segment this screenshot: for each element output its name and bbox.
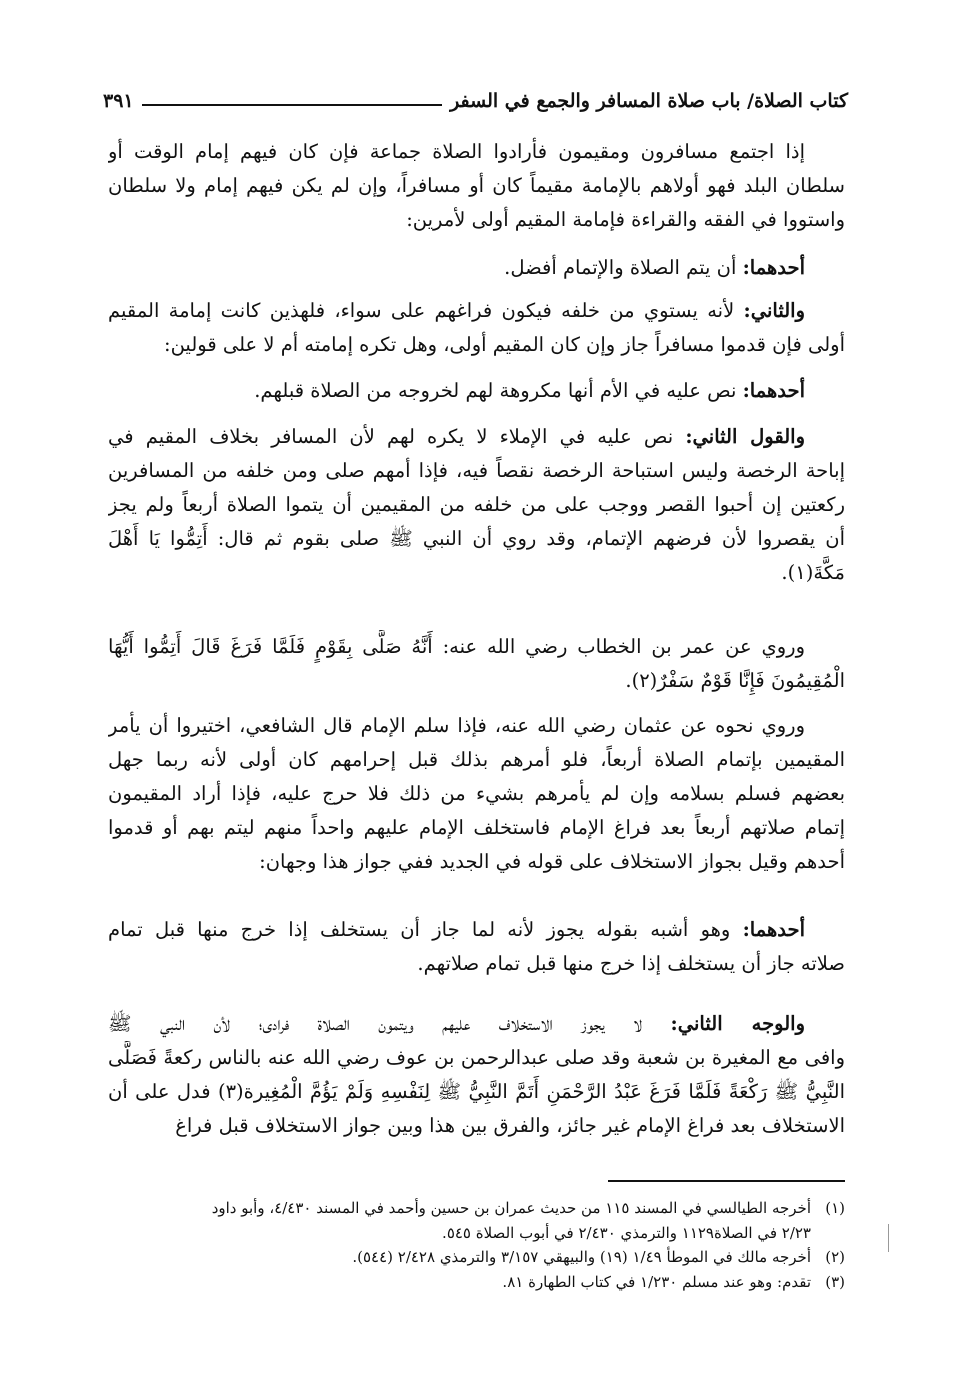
text-line [108, 488, 845, 522]
line-text: إباحة الرخصة وليس استباحة الرخصة نقصاً فيه، فإذا أمهم صلى ومن خلفه من المسافرين [108, 459, 845, 482]
line-text: نص عليه في الأم أنها مكروهة لهم لخروجه من الصلاة قبلهم. [254, 379, 743, 402]
margin-mark [888, 1224, 889, 1252]
running-header [103, 86, 848, 116]
paragraph [108, 420, 845, 590]
paragraph [108, 709, 845, 879]
paragraph [108, 1007, 845, 1143]
text-line [108, 454, 845, 488]
text-line [108, 743, 845, 777]
footnote-text: أخرجه الطيالسي في المسند ١١٥ من حديث عمران بن حسين وأحمد في المسند ٤/٤٣٠، وأبو داود [211, 1199, 811, 1217]
text-line [108, 845, 845, 879]
footnote-number: (١) [825, 1199, 845, 1217]
text-line [108, 1041, 845, 1075]
line-text: بعضهم فسلم بسلامه وإن لم يأمرهم بشيء من ذلك فلا حرج عليه، فإذا أراد المقيمون [108, 782, 845, 805]
footnote-text: تقدم: وهو عند مسلم ١/٢٣٠ في كتاب الطهارة ٨١. [502, 1272, 811, 1291]
paragraph [108, 294, 845, 362]
footnote-number: (٢) [825, 1248, 845, 1266]
text-line [108, 1109, 845, 1143]
footnote-line [108, 1196, 845, 1221]
lead-term: أحدهما: [742, 918, 805, 941]
text-line [108, 294, 845, 328]
line-text: أولى فإن قدموا مسافراً جاز وإن كان المقيم أولى، وهل تكره إمامته أم لا على قولين: [164, 333, 845, 356]
text-line [108, 203, 845, 237]
footnotes [108, 1196, 845, 1294]
footnote-text: ٢/٢٣ في الصلاة١١٢٩ والترمذي ٢/٤٣٠ في أبوب الصلاة ٥٤٥. [442, 1223, 811, 1242]
text-line [108, 709, 845, 743]
line-text: مَكَّةَ(١). [781, 561, 845, 584]
paragraph [108, 135, 845, 237]
text-line [108, 169, 845, 203]
line-text: إتمام صلاتهم أربعاً بعد فراغ الإمام فاستخلف الإمام عليهم واحداً منهم ليتم بهم أو قدموا [108, 816, 845, 839]
line-text: نص عليه في الإملاء لا يكره لهم لأن المسافر بخلاف المقيم في [108, 425, 686, 448]
text-line [108, 811, 845, 845]
text-line [108, 328, 845, 362]
line-text: إذا اجتمع مسافرون ومقيمون فأرادوا الصلاة جماعة فإن كان فيهم إمام الوقت أو [108, 140, 805, 163]
text-line [108, 947, 845, 981]
line-text: لا يجوز الاستخلاف عليهم ويتمون الصلاة فرادى؛ لأن النبي ﷺ [108, 1012, 671, 1035]
lead-term: أحدهما: [742, 256, 805, 279]
footnote-line [108, 1221, 845, 1246]
line-text: وروي عن عمر بن الخطاب رضي الله عنه: أَنَّهُ صَلَّى بِقَوْمٍ فَلَمَّا فَرَغَ قَالَ أَتِمُّوا أَيُّهَا [108, 635, 805, 658]
chapter-title: كتاب الصلاة/ باب صلاة المسافر والجمع في السفر [450, 90, 848, 112]
paragraph [108, 630, 845, 698]
footnote-number: (٣) [825, 1272, 845, 1291]
page-number: ٣٩١ [103, 90, 134, 112]
text-line [108, 913, 845, 947]
line-text: أن يقصروا لأن فرضهم الإتمام، وقد روي أن النبي ﷺ صلى بقوم ثم قال: أَتِمُّوا يَا أَهْلَ [108, 527, 845, 550]
footnote-line [108, 1245, 845, 1270]
text-line [108, 1075, 845, 1109]
line-text: وروي نحوه عن عثمان رضي الله عنه، فإذا سلم الإمام قال الشافعي، اختيروا أن يأمر [108, 714, 805, 737]
footnote-text: أخرجه مالك في الموطأ ١/٤٩ (١٩) والبيهقي ٣/١٥٧ والترمذي ٢/٤٢٨ (٥٤٤). [352, 1248, 811, 1266]
paragraph [108, 251, 845, 285]
line-text: واستووا في الفقه والقراءة فإمامة المقيم أولى لأمرين: [406, 208, 845, 231]
line-text: النَّبِيُّ ﷺ رَكْعَةً فَلَمَّا فَرَغَ عَبْدُ الرَّحْمَنِ أَتَمَّ النَّبِيُّ ﷺ لِنَفْسِهِ وَلَمْ يَؤُمَّ الْمُغِيرة(٣) فدل على أن [108, 1080, 845, 1103]
footnote-separator [608, 1180, 845, 1182]
line-text: صلاته جاز أن يستخلف إذا خرج منها قبل تمام صلاتهم. [417, 952, 845, 975]
paragraph [108, 374, 845, 408]
footnote-line [108, 1270, 845, 1295]
text-line [108, 251, 845, 285]
lead-term: والوجه الثاني: [670, 1012, 805, 1035]
text-line [108, 630, 845, 664]
line-text: سلطان البلد فهو أولاهم بالإمامة مقيماً كان أو مسافراً، وإن لم يكن فيهم إمام ولا سلطان [108, 174, 845, 197]
paragraph [108, 913, 845, 981]
line-text: أن يتم الصلاة والإتمام أفضل. [504, 256, 743, 279]
line-text: المقيمين بإتمام الصلاة أربعاً، فلو أمرهم بذلك قبل إحرامهم كان أولى لأنه ربما جهل [108, 748, 845, 771]
text-line [108, 556, 845, 590]
text-line [108, 664, 845, 698]
text-line [108, 135, 845, 169]
lead-term: أحدهما: [742, 379, 805, 402]
line-text: لأنه يستوي من خلفه فيكون فراغهم على سواء، فلهذين كانت إمامة المقيم [108, 299, 744, 322]
line-text: أحدهم وقيل بجواز الاستخلاف على قوله في الجديد ففي جواز هذا وجهان: [259, 850, 845, 873]
text-line [108, 1007, 845, 1041]
header-rule [142, 104, 442, 106]
text-line [108, 777, 845, 811]
text-line [108, 420, 845, 454]
line-text: الاستخلاف بعد فراغ الإمام غير جائز، والفرق بين هذا وبين جواز الاستخلاف قبل فراغ [175, 1114, 845, 1137]
line-text: ركعتين إن أحبوا القصر ووجب على من خلفه من المقيمين أن يتموا الصلاة أربعاً ولم يجز [108, 493, 845, 516]
line-text: وهو أشبه بقوله يجوز لأنه لما جاز أن يستخلف إذا خرج منها قبل تمام [108, 918, 743, 941]
line-text: الْمُقِيمُونَ فَإِنَّا قَوْمٌ سَفْرٌ(٢). [625, 669, 845, 692]
text-line [108, 374, 845, 408]
line-text: وافى مع المغيرة بن شعبة وقد صلى عبدالرحمن بن عوف رضي الله عنه بالناس ركعةً فَصَلَّى [108, 1046, 845, 1069]
lead-term: والثاني: [743, 299, 805, 322]
text-line [108, 522, 845, 556]
lead-term: والقول الثاني: [685, 425, 806, 448]
